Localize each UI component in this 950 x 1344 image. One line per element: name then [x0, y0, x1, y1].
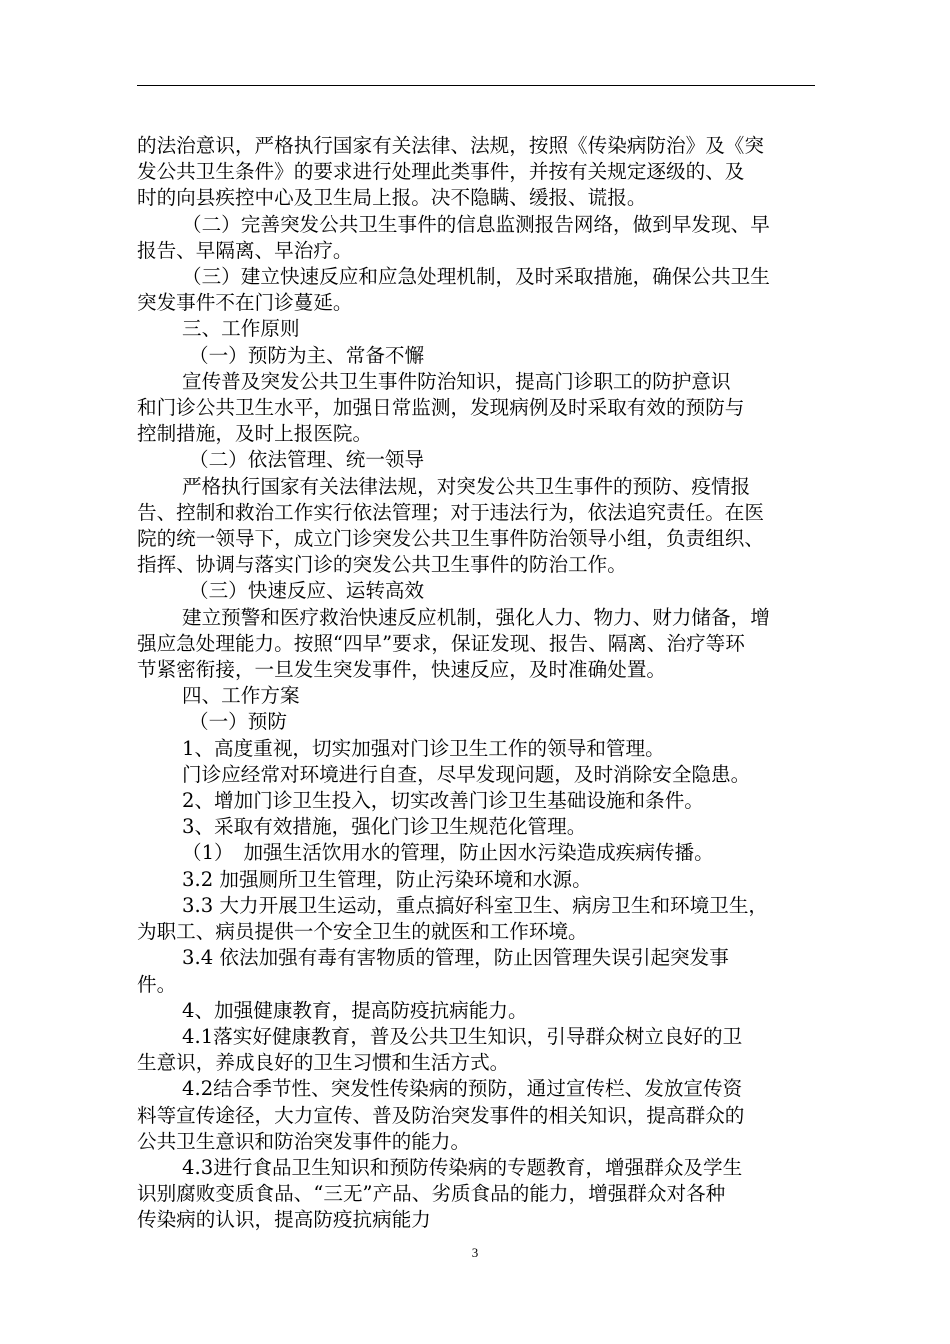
text-line: 强应急处理能力。按照“四早”要求，保证发现、报告、隔离、治疗等环: [137, 631, 745, 655]
text-line: 3.2 加强厕所卫生管理，防止污染环境和水源。: [182, 867, 592, 891]
text-line: 3.3 大力开展卫生运动，重点搞好科室卫生、病房卫生和环境卫生，: [182, 893, 769, 917]
text-line: 院的统一领导下，成立门诊突发公共卫生事件防治领导小组，负责组织、: [137, 527, 764, 551]
text-line: 报告、早隔离、早治疗。: [137, 238, 353, 262]
text-line: 门诊应经常对环境进行自查，尽早发现问题，及时消除安全隐患。: [182, 762, 751, 786]
text-line: 料等宣传途径，大力宣传、普及防治突发事件的相关知识，提高群众的: [137, 1103, 745, 1127]
section-heading: 三、工作原则: [182, 317, 300, 341]
text-line: 宣传普及突发公共卫生事件防治知识，提高门诊职工的防护意识: [182, 369, 731, 393]
text-line: 发公共卫生条件》的要求进行处理此类事件，并按有关规定逐级的、及: [137, 160, 745, 184]
page-number: 3: [471, 1245, 479, 1260]
text-line: 公共卫生意识和防治突发事件的能力。: [137, 1129, 471, 1153]
text-line: 突发事件不在门诊蔓延。: [137, 291, 353, 315]
text-line: 2、增加门诊卫生投入，切实改善门诊卫生基础设施和条件。: [182, 789, 704, 813]
text-line: （三）建立快速反应和应急处理机制，及时采取措施，确保公共卫生: [182, 265, 770, 289]
text-line: 4.3进行食品卫生知识和预防传染病的专题教育，增强群众及学生: [182, 1155, 743, 1179]
section-heading: 四、工作方案: [182, 684, 300, 708]
text-line: 生意识，养成良好的卫生习惯和生活方式。: [137, 1051, 510, 1075]
text-line: 的法治意识，严格执行国家有关法律、法规，按照《传染病防治》及《突: [137, 134, 764, 157]
subsection-heading: （一）预防: [189, 710, 287, 734]
text-line: 告、控制和救治工作实行依法管理；对于违法行为，依法追究责任。在医: [137, 500, 764, 524]
text-line: 和门诊公共卫生水平，加强日常监测，发现病例及时采取有效的预防与: [137, 396, 745, 420]
text-line: 指挥、协调与落实门诊的突发公共卫生事件的防治工作。: [137, 553, 627, 577]
header-rule: [137, 85, 815, 86]
subsection-heading: （二）依法管理、统一领导: [189, 448, 425, 472]
subsection-heading: （三）快速反应、运转高效: [189, 579, 425, 603]
text-line: 建立预警和医疗救治快速反应机制，强化人力、物力、财力储备，增: [182, 605, 770, 629]
text-line: 3.4 依法加强有毒有害物质的管理，防止因管理失误引起突发事: [182, 946, 729, 970]
text-line: 控制措施，及时上报医院。: [137, 422, 373, 446]
text-line: 识别腐败变质食品、“三无”产品、劣质食品的能力，增强群众对各种: [137, 1182, 726, 1206]
text-line: 件。: [137, 972, 177, 996]
text-line: 传染病的认识，提高防疫抗病能力: [137, 1208, 431, 1232]
text-line: 1、高度重视，切实加强对门诊卫生工作的领导和管理。: [182, 736, 665, 760]
text-line: 4.2结合季节性、突发性传染病的预防，通过宣传栏、发放宣传资: [182, 1077, 743, 1101]
text-line: 时的向县疾控中心及卫生局上报。决不隐瞒、缓报、谎报。: [137, 186, 647, 210]
text-line: 3、采取有效措施，强化门诊卫生规范化管理。: [182, 815, 587, 839]
text-line: 严格执行国家有关法律法规，对突发公共卫生事件的预防、疫情报: [182, 474, 751, 498]
text-line: （1） 加强生活饮用水的管理，防止因水污染造成疾病传播。: [182, 841, 714, 865]
text-line: 节紧密衔接，一旦发生突发事件，快速反应，及时准确处置。: [137, 658, 667, 682]
subsection-heading: （一）预防为主、常备不懈: [189, 343, 425, 367]
text-line: 4、加强健康教育，提高防疫抗病能力。: [182, 998, 528, 1022]
text-line: 为职工、病员提供一个安全卫生的就医和工作环境。: [137, 920, 588, 944]
document-body: [137, 133, 815, 1234]
text-line: （二）完善突发公共卫生事件的信息监测报告网络，做到早发现、早: [182, 212, 770, 236]
text-line: 4.1落实好健康教育，普及公共卫生知识，引导群众树立良好的卫: [182, 1024, 743, 1048]
